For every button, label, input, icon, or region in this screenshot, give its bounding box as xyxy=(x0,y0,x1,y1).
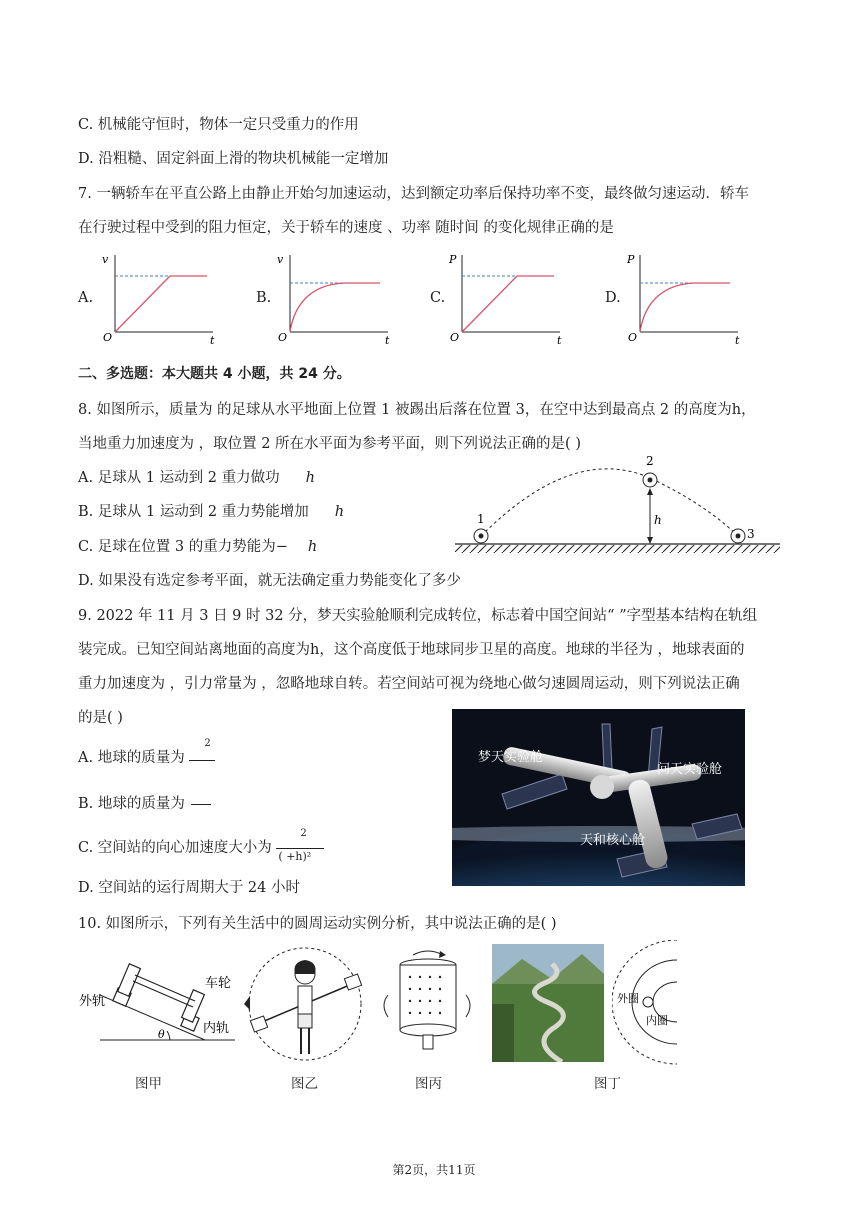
q7-option-a-label: A. xyxy=(78,290,94,306)
q7a-origin: O xyxy=(103,331,113,344)
label-wentian: 问天实验舱 xyxy=(657,762,723,777)
q7-option-d-label: D. xyxy=(605,290,621,306)
q7-line2: 在行驶过程中受到的阻力恒定，关于轿车的速度 、功率 随时间 的变化规律正确的是 xyxy=(78,220,614,236)
q7-option-c-label: C. xyxy=(430,290,446,306)
q8-option-c: C. 足球在位置 3 的重力势能为− h xyxy=(78,539,318,555)
q9a-numerator: 2 xyxy=(204,738,211,749)
option-c-text: C. 机械能守恒时，物体一定只受重力的作用 xyxy=(78,117,359,133)
figure-jia-rail xyxy=(75,945,245,1045)
label-inner-rail: 内轨 xyxy=(203,1021,230,1036)
q9c-numerator: 2 xyxy=(300,828,307,839)
q7-graph-c xyxy=(442,250,567,345)
figure-ding-mountain-road xyxy=(492,944,604,1062)
q9c-denominator: ( +h)² xyxy=(278,850,312,863)
label-outer-circle: 外圈 xyxy=(617,992,639,1005)
q8-option-a: A. 足球从 1 运动到 2 重力做功 h xyxy=(78,470,315,486)
page-footer: 第2页，共11页 xyxy=(392,1163,476,1177)
q7d-ylabel: P xyxy=(627,253,635,266)
ball-2 xyxy=(643,473,657,487)
label-mengtian: 梦天实验舱 xyxy=(478,750,544,765)
point-3-label: 3 xyxy=(747,527,755,541)
caption-yi: 图乙 xyxy=(291,1076,318,1092)
q7-graph-d xyxy=(620,250,745,345)
q7b-ylabel: v xyxy=(277,253,284,266)
q9-option-d: D. 空间站的运行周期大于 24 小时 xyxy=(78,880,300,896)
q7d-origin: O xyxy=(628,331,638,344)
q7-option-b-label: B. xyxy=(256,290,272,306)
ball-3 xyxy=(731,529,745,543)
q9-line4: 的是( ) xyxy=(78,710,123,726)
q9-line3: 重力加速度为 ，引力常量为 ，忽略地球自转。若空间站可视为绕地心做匀速圆周运动，则下列说法正确 xyxy=(78,676,740,692)
point-2-label: 2 xyxy=(646,454,654,468)
label-tianhe: 天和核心舱 xyxy=(580,833,646,848)
q7c-origin: O xyxy=(450,331,460,344)
q10-line1: 10. 如图所示，下列有关生活中的圆周运动实例分析，其中说法正确的是( ) xyxy=(78,916,557,932)
q9-option-a: A. 地球的质量为 2 xyxy=(78,746,215,767)
q7c-ylabel: P xyxy=(449,253,457,266)
q8-option-b: B. 足球从 1 运动到 2 重力势能增加 h xyxy=(78,504,345,520)
q7a-xlabel: t xyxy=(210,334,215,345)
height-label: h xyxy=(654,513,662,527)
ball-1 xyxy=(474,529,488,543)
caption-ding: 图丁 xyxy=(594,1076,621,1092)
caption-bing: 图丙 xyxy=(415,1076,442,1092)
label-inner-circle: 内圈 xyxy=(646,1014,668,1027)
q9-option-b: B. 地球的质量为 xyxy=(78,792,211,813)
label-theta: θ xyxy=(158,1028,165,1041)
q8-line1: 8. 如图所示，质量为 的足球从水平地面上位置 1 被踢出后落在位置 3，在空中达到最高点 2 的高度为h， xyxy=(78,402,756,418)
q9-line1: 9. 2022 年 11 月 3 日 9 时 32 分，梦天实验舱顺利完成转位，标志着中国空间站“ ”字型基本结构在轨组 xyxy=(78,608,758,624)
q8-line2: 当地重力加速度为 ，取位置 2 所在水平面为参考平面，则下列说法正确的是( ) xyxy=(78,436,581,452)
q7a-ylabel: v xyxy=(102,253,109,266)
q7b-xlabel: t xyxy=(385,334,390,345)
q8-option-d: D. 如果没有选定参考平面，就无法确定重力势能变化了多少 xyxy=(78,573,461,589)
label-wheel: 车轮 xyxy=(205,976,232,991)
q7-line1: 7. 一辆轿车在平直公路上由静止开始匀加速运动，达到额定功率后保持功率不变，最终做匀速运动．轿车 xyxy=(78,186,749,202)
q7c-xlabel: t xyxy=(557,334,562,345)
q9-option-c: C. 空间站的向心加速度大小为 $\frac{2}{\text{( +h)²}}$ xyxy=(78,836,324,857)
caption-jia: 图甲 xyxy=(135,1076,162,1092)
q7-graph-a xyxy=(95,250,220,345)
point-1-label: 1 xyxy=(477,512,485,526)
space-station-photo xyxy=(452,709,745,886)
label-outer-rail: 外轨 xyxy=(79,994,106,1009)
q8-trajectory-diagram xyxy=(455,448,785,556)
figure-ding-track-diagram xyxy=(612,940,677,1065)
q7d-xlabel: t xyxy=(735,334,740,345)
option-d-text: D. 沿粗糙、固定斜面上滑的物块机械能一定增加 xyxy=(78,151,389,167)
q7b-origin: O xyxy=(278,331,288,344)
figure-yi-girl-swinging xyxy=(232,944,372,1064)
q7-graph-b xyxy=(270,250,395,345)
section-2-heading: 二、多选题：本大题共 4 小题，共 24 分。 xyxy=(78,366,351,382)
figure-bing-washer-drum xyxy=(378,945,478,1055)
q9-line2: 装完成。已知空间站离地面的高度为h，这个高度低于地球同步卫星的高度。地球的半径为 ，地球表面的 xyxy=(78,642,745,658)
